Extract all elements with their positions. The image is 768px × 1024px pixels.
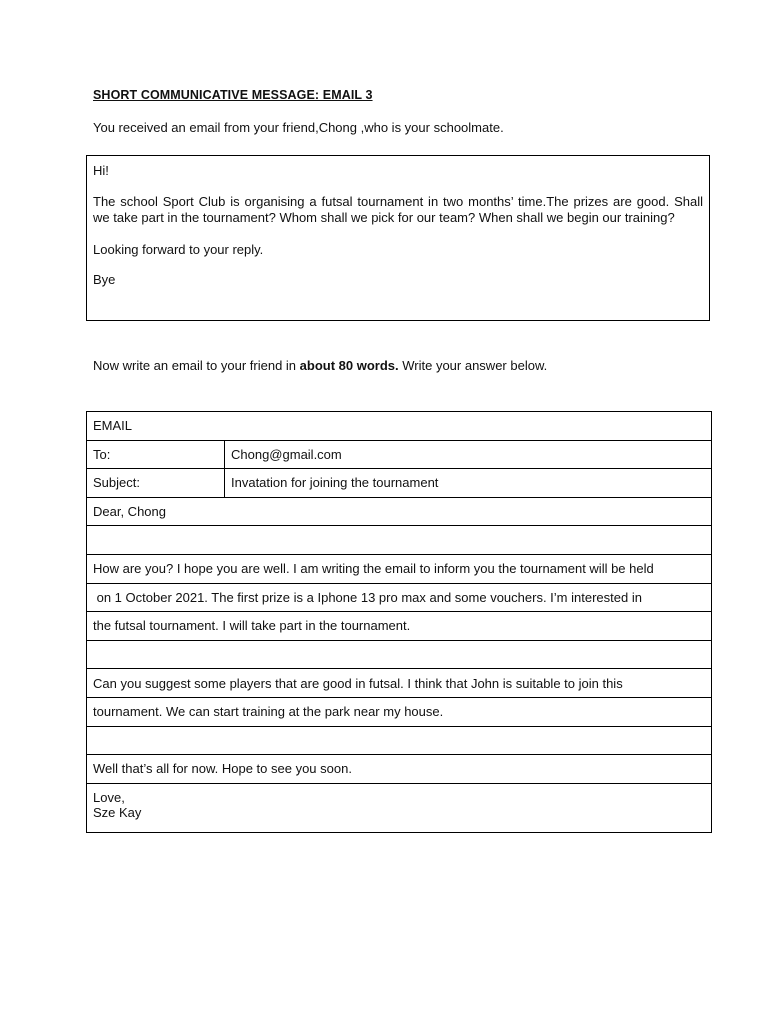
received-signoff: Bye (93, 272, 116, 287)
to-label: To: (87, 440, 225, 469)
blank-line[interactable] (87, 640, 712, 669)
received-email-box (86, 155, 710, 321)
body-row (87, 583, 712, 612)
answer-email-table (86, 411, 712, 833)
salutation-row (87, 497, 712, 526)
body-line[interactable]: on 1 October 2021. The first prize is a Iphone 13 pro max and some vouchers. I’m interested in (87, 583, 712, 612)
instruction-before: Now write an email to your friend in (93, 358, 300, 373)
blank-row (87, 640, 712, 669)
instruction-text (93, 358, 547, 373)
body-row (87, 554, 712, 583)
subject-label: Subject: (87, 469, 225, 498)
salutation-line[interactable]: Dear, Chong (87, 497, 712, 526)
body-line[interactable]: tournament. We can start training at the park near my house. (87, 697, 712, 726)
body-line[interactable]: How are you? I hope you are well. I am writing the email to inform you the tournament will be held (87, 554, 712, 583)
body-row (87, 697, 712, 726)
received-body: The school Sport Club is organising a futsal tournament in two months’ time.The prizes are good. Shall we take part in the tournament? Whom shall we pick for our team? When shall we begin our training? (93, 194, 703, 225)
signature-row (87, 783, 712, 832)
email-header-row (87, 412, 712, 441)
blank-row (87, 726, 712, 755)
body-line[interactable]: Can you suggest some players that are good in futsal. I think that John is suitable to join this (87, 669, 712, 698)
body-row (87, 612, 712, 641)
body-line[interactable]: Well that’s all for now. Hope to see you soon. (87, 755, 712, 784)
sender-name: Sze Kay (93, 804, 142, 820)
to-field[interactable]: Chong@gmail.com (225, 440, 712, 469)
blank-row (87, 526, 712, 555)
intro-text: You received an email from your friend,Chong ,who is your schoolmate. (93, 120, 504, 135)
signature-cell[interactable] (87, 783, 712, 832)
subject-row (87, 469, 712, 498)
instruction-word-count: about 80 words. (299, 358, 399, 373)
body-row (87, 755, 712, 784)
received-greeting: Hi! (93, 163, 109, 178)
blank-line[interactable] (87, 726, 712, 755)
email-header: EMAIL (87, 412, 712, 441)
closing-word: Love, (93, 789, 125, 805)
received-closing-line: Looking forward to your reply. (93, 242, 264, 257)
subject-field[interactable]: Invatation for joining the tournament (225, 469, 712, 498)
instruction-after: Write your answer below. (398, 358, 548, 373)
to-row (87, 440, 712, 469)
body-line[interactable]: the futsal tournament. I will take part in the tournament. (87, 612, 712, 641)
blank-line[interactable] (87, 526, 712, 555)
page-heading: SHORT COMMUNICATIVE MESSAGE: EMAIL 3 (93, 88, 373, 102)
body-row (87, 669, 712, 698)
